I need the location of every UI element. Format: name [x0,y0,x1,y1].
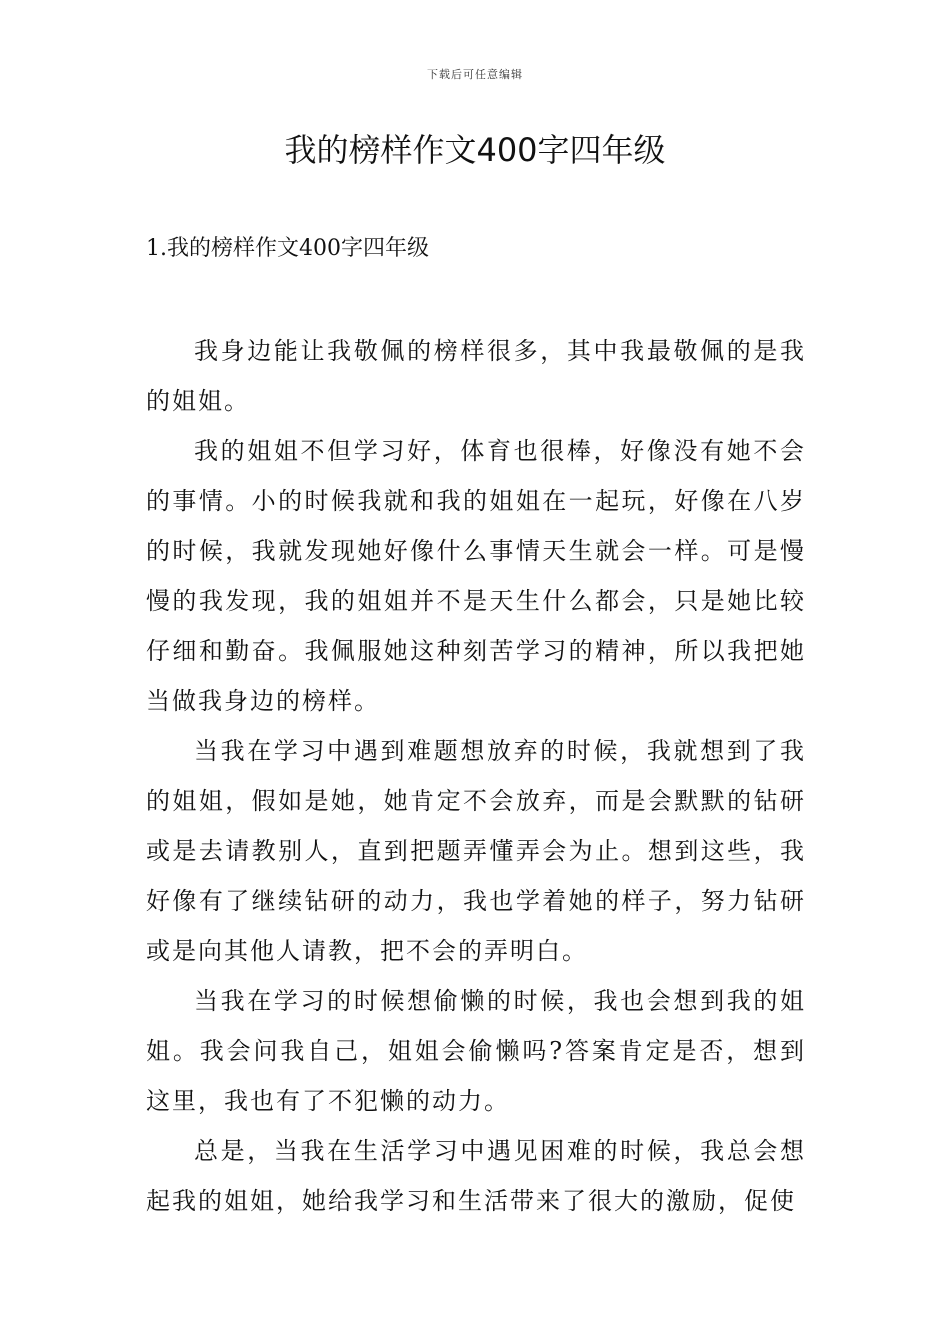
document-title: 我的榜样作文400字四年级 [284,131,666,169]
paragraph-3: 当我在学习中遇到难题想放弃的时候，我就想到了我的姐姐，假如是她，她肯定不会放弃，而是会默默的钻研或是去请教别人，直到把题弄懂弄会为止。想到这些，我好像有了继续钻研的动力，我也学着她的样子，努力钻研或是向其他人请教，把不会的弄明白。 [146,737,806,965]
body-text [146,326,806,1226]
paragraph-2: 我的姐姐不但学习好，体育也很棒，好像没有她不会的事情。小的时候我就和我的姐姐在一起玩，好像在八岁的时候，我就发现她好像什么事情天生就会一样。可是慢慢的我发现，我的姐姐并不是天生什么都会，只是她比较仔细和勤奋。我佩服她这种刻苦学习的精神，所以我把她当做我身边的榜样。 [146,437,806,715]
paragraph-1: 我身边能让我敬佩的榜样很多，其中我最敬佩的是我的姐姐。 [146,337,806,415]
section-heading: 1.我的榜样作文400字四年级 [146,236,429,261]
paragraph-4: 当我在学习的时候想偷懒的时候，我也会想到我的姐姐。我会问我自己，姐姐会偷懒吗?答案肯定是否，想到这里，我也有了不犯懒的动力。 [146,987,806,1115]
header-note: 下载后可任意编辑 [427,68,523,81]
paragraph-5: 总是，当我在生活学习中遇见困难的时候，我总会想起我的姐姐，她给我学习和生活带来了很大的激励，促使 [146,1137,806,1215]
